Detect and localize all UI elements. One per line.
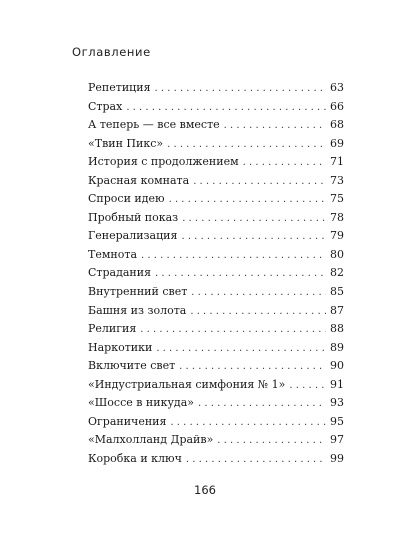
dot-leader [193, 176, 326, 187]
toc-entry[interactable] [88, 452, 344, 471]
toc-entry[interactable] [88, 211, 344, 230]
toc-entry[interactable] [88, 100, 344, 119]
toc-entry-title: Пробный показ [88, 210, 179, 224]
toc-entry-page: 73 [330, 173, 344, 187]
toc-entry[interactable] [88, 341, 344, 360]
toc-entry-page: 68 [330, 118, 344, 132]
dot-leader [141, 250, 326, 261]
toc-entry-title: «Малхолланд Драйв» [88, 433, 214, 447]
dot-leader [289, 380, 326, 391]
table-of-contents [88, 81, 344, 470]
toc-entry[interactable] [88, 396, 344, 415]
dot-leader [181, 231, 326, 242]
toc-entry-page: 63 [330, 81, 344, 94]
dot-leader [182, 213, 326, 224]
toc-entry[interactable] [88, 304, 344, 323]
toc-entry[interactable] [88, 248, 344, 267]
toc-entry[interactable] [88, 415, 344, 434]
dot-leader [190, 306, 326, 317]
dot-leader [217, 435, 326, 446]
dot-leader [155, 83, 326, 94]
toc-entry-page: 99 [330, 451, 344, 465]
toc-entry-title: Включите свет [88, 359, 176, 373]
toc-entry-page: 78 [330, 210, 344, 224]
toc-entry-page: 80 [330, 247, 344, 261]
toc-entry-title: Красная комната [88, 173, 190, 187]
toc-entry-title: Религия [88, 322, 137, 336]
toc-entry-page: 89 [330, 340, 344, 354]
toc-entry-title: Ограничения [88, 414, 167, 428]
toc-entry[interactable] [88, 359, 344, 378]
toc-entry-page: 97 [330, 433, 344, 447]
toc-entry[interactable] [88, 266, 344, 285]
toc-entry-page: 88 [330, 322, 344, 336]
toc-entry-title: «Твин Пикс» [88, 136, 164, 150]
toc-entry-title: Репетиция [88, 81, 151, 94]
toc-entry-page: 75 [330, 192, 344, 206]
toc-entry[interactable] [88, 229, 344, 248]
dot-leader [155, 268, 326, 279]
dot-leader [198, 398, 326, 409]
toc-entry-page: 79 [330, 229, 344, 243]
toc-entry-page: 85 [330, 285, 344, 299]
toc-entry[interactable] [88, 155, 344, 174]
toc-entry-title: «Индустриальная симфония № 1» [88, 377, 286, 391]
dot-leader [169, 194, 326, 205]
dot-leader [243, 157, 326, 168]
toc-entry-page: 69 [330, 136, 344, 150]
toc-entry-title: Коробка и ключ [88, 451, 182, 465]
toc-entry-page: 93 [330, 396, 344, 410]
toc-entry[interactable] [88, 81, 344, 100]
dot-leader [156, 343, 326, 354]
toc-entry-title: Спроси идею [88, 192, 165, 206]
toc-entry-page: 91 [330, 377, 344, 391]
toc-entry-title: Наркотики [88, 340, 153, 354]
dot-leader [179, 361, 326, 372]
toc-entry-title: Темнота [88, 247, 138, 261]
toc-entry-title: История с продолжением [88, 155, 239, 169]
dot-leader [224, 120, 326, 131]
toc-entry-title: Генерализация [88, 229, 178, 243]
toc-entry-title: Внутренний свет [88, 285, 188, 299]
dot-leader [170, 417, 326, 428]
dot-leader [186, 454, 326, 465]
dot-leader [191, 287, 326, 298]
toc-entry-page: 66 [330, 99, 344, 113]
toc-entry-title: «Шоссе в никуда» [88, 396, 194, 410]
toc-entry-page: 82 [330, 266, 344, 280]
toc-entry-page: 90 [330, 359, 344, 373]
toc-entry[interactable] [88, 192, 344, 211]
toc-entry-page: 71 [330, 155, 344, 169]
toc-entry-title: Страх [88, 99, 123, 113]
toc-entry[interactable] [88, 433, 344, 452]
dot-leader [126, 102, 326, 113]
toc-entry-title: Страдания [88, 266, 152, 280]
toc-entry-title: А теперь — все вместе [88, 118, 220, 132]
toc-entry[interactable] [88, 285, 344, 304]
toc-entry-page: 95 [330, 414, 344, 428]
toc-entry-page: 87 [330, 303, 344, 317]
dot-leader [140, 324, 326, 335]
toc-entry[interactable] [88, 137, 344, 156]
toc-entry[interactable] [88, 118, 344, 137]
toc-entry[interactable] [88, 322, 344, 341]
toc-heading: Оглавление [72, 45, 151, 59]
dot-leader [167, 139, 326, 150]
toc-entry[interactable] [88, 378, 344, 397]
page-number: 166 [194, 483, 216, 497]
toc-entry[interactable] [88, 174, 344, 193]
toc-entry-title: Башня из золота [88, 303, 187, 317]
